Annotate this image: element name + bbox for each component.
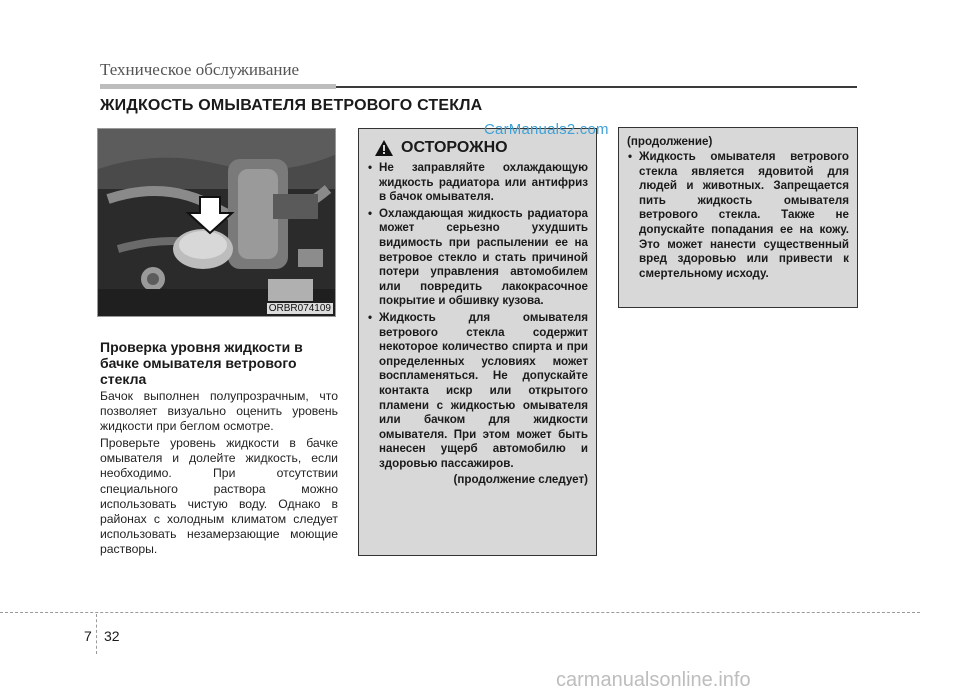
section-title: ЖИДКОСТЬ ОМЫВАТЕЛЯ ВЕТРОВОГО СТЕКЛА (100, 97, 483, 114)
paragraph-2: Проверьте уровень жидкости в бачке омывателя и долейте жидкость, если необходимо. При отсутствии специального раствора можно использовать чистую воду. Однако в районах с холодным климатом следует использовать незамерзающие моющие растворы. (100, 436, 338, 557)
engine-photo (97, 128, 336, 317)
paragraph-1: Бачок выполнен полупрозрачным, что позволяет визуально оценить уровень жидкости при беглом осмотре. (100, 389, 338, 434)
header-bar-light (100, 84, 336, 89)
warning-list (367, 161, 588, 471)
warning-item: • Жидкость для омывателя ветрового стекла содержит некоторое количество спирта и при определенных условиях может воспламеняться. Не допускайте контакта искр или открытого пламени с жидкостью омывателя или бачком для жидкости омывателя. При этом может быть нанесен ущерб автомобилю и здоровью пассажиров. (367, 311, 588, 472)
warning-title: ОСТОРОЖНО (401, 139, 508, 156)
washer-reservoir-illustration (98, 129, 336, 317)
page-number: 32 (104, 628, 120, 644)
warning-triangle-icon (375, 140, 393, 156)
warning-item: • Не заправляйте охлаждающую жидкость радиатора или антифриз в бачок омывателя. (367, 161, 588, 205)
header-bar-dark (336, 86, 857, 88)
warning-box (358, 128, 597, 556)
warning-continued-box (618, 127, 858, 308)
warning-item: • Жидкость омывателя ветрового стекла является ядовитой для людей и животных. Запрещается пить жидкость омывателя ветрового стекла. Также не допускайте попадания ее на кожу. Это может нанести существенный вред здоровью или привести к смертельному исходу. (627, 150, 849, 281)
header-title: Техническое обслуживание (100, 60, 300, 79)
continued-from-label: (продолжение) (627, 135, 713, 148)
site-footer: carmanualsonline.info (556, 669, 751, 691)
watermark: CarManuals2.com (484, 121, 609, 138)
photo-code: ORBR074109 (268, 303, 331, 314)
continued-label: (продолжение следует) (453, 473, 588, 487)
warning-header (375, 139, 588, 157)
chapter-number: 7 (84, 628, 92, 644)
footer-rule (0, 612, 920, 613)
footer-divider (96, 614, 97, 654)
subheading: Проверка уровня жидкости в бачке омывателя ветрового стекла (100, 339, 303, 387)
warning-item: • Охлаждающая жидкость радиатора может серьезно ухудшить видимость при распылении ее на ветровое стекло и стать причиной потери управления автомобилем или повредить лакокрасочное покрытие и обшивку кузова. (367, 207, 588, 309)
warning-continued-list (627, 150, 849, 281)
